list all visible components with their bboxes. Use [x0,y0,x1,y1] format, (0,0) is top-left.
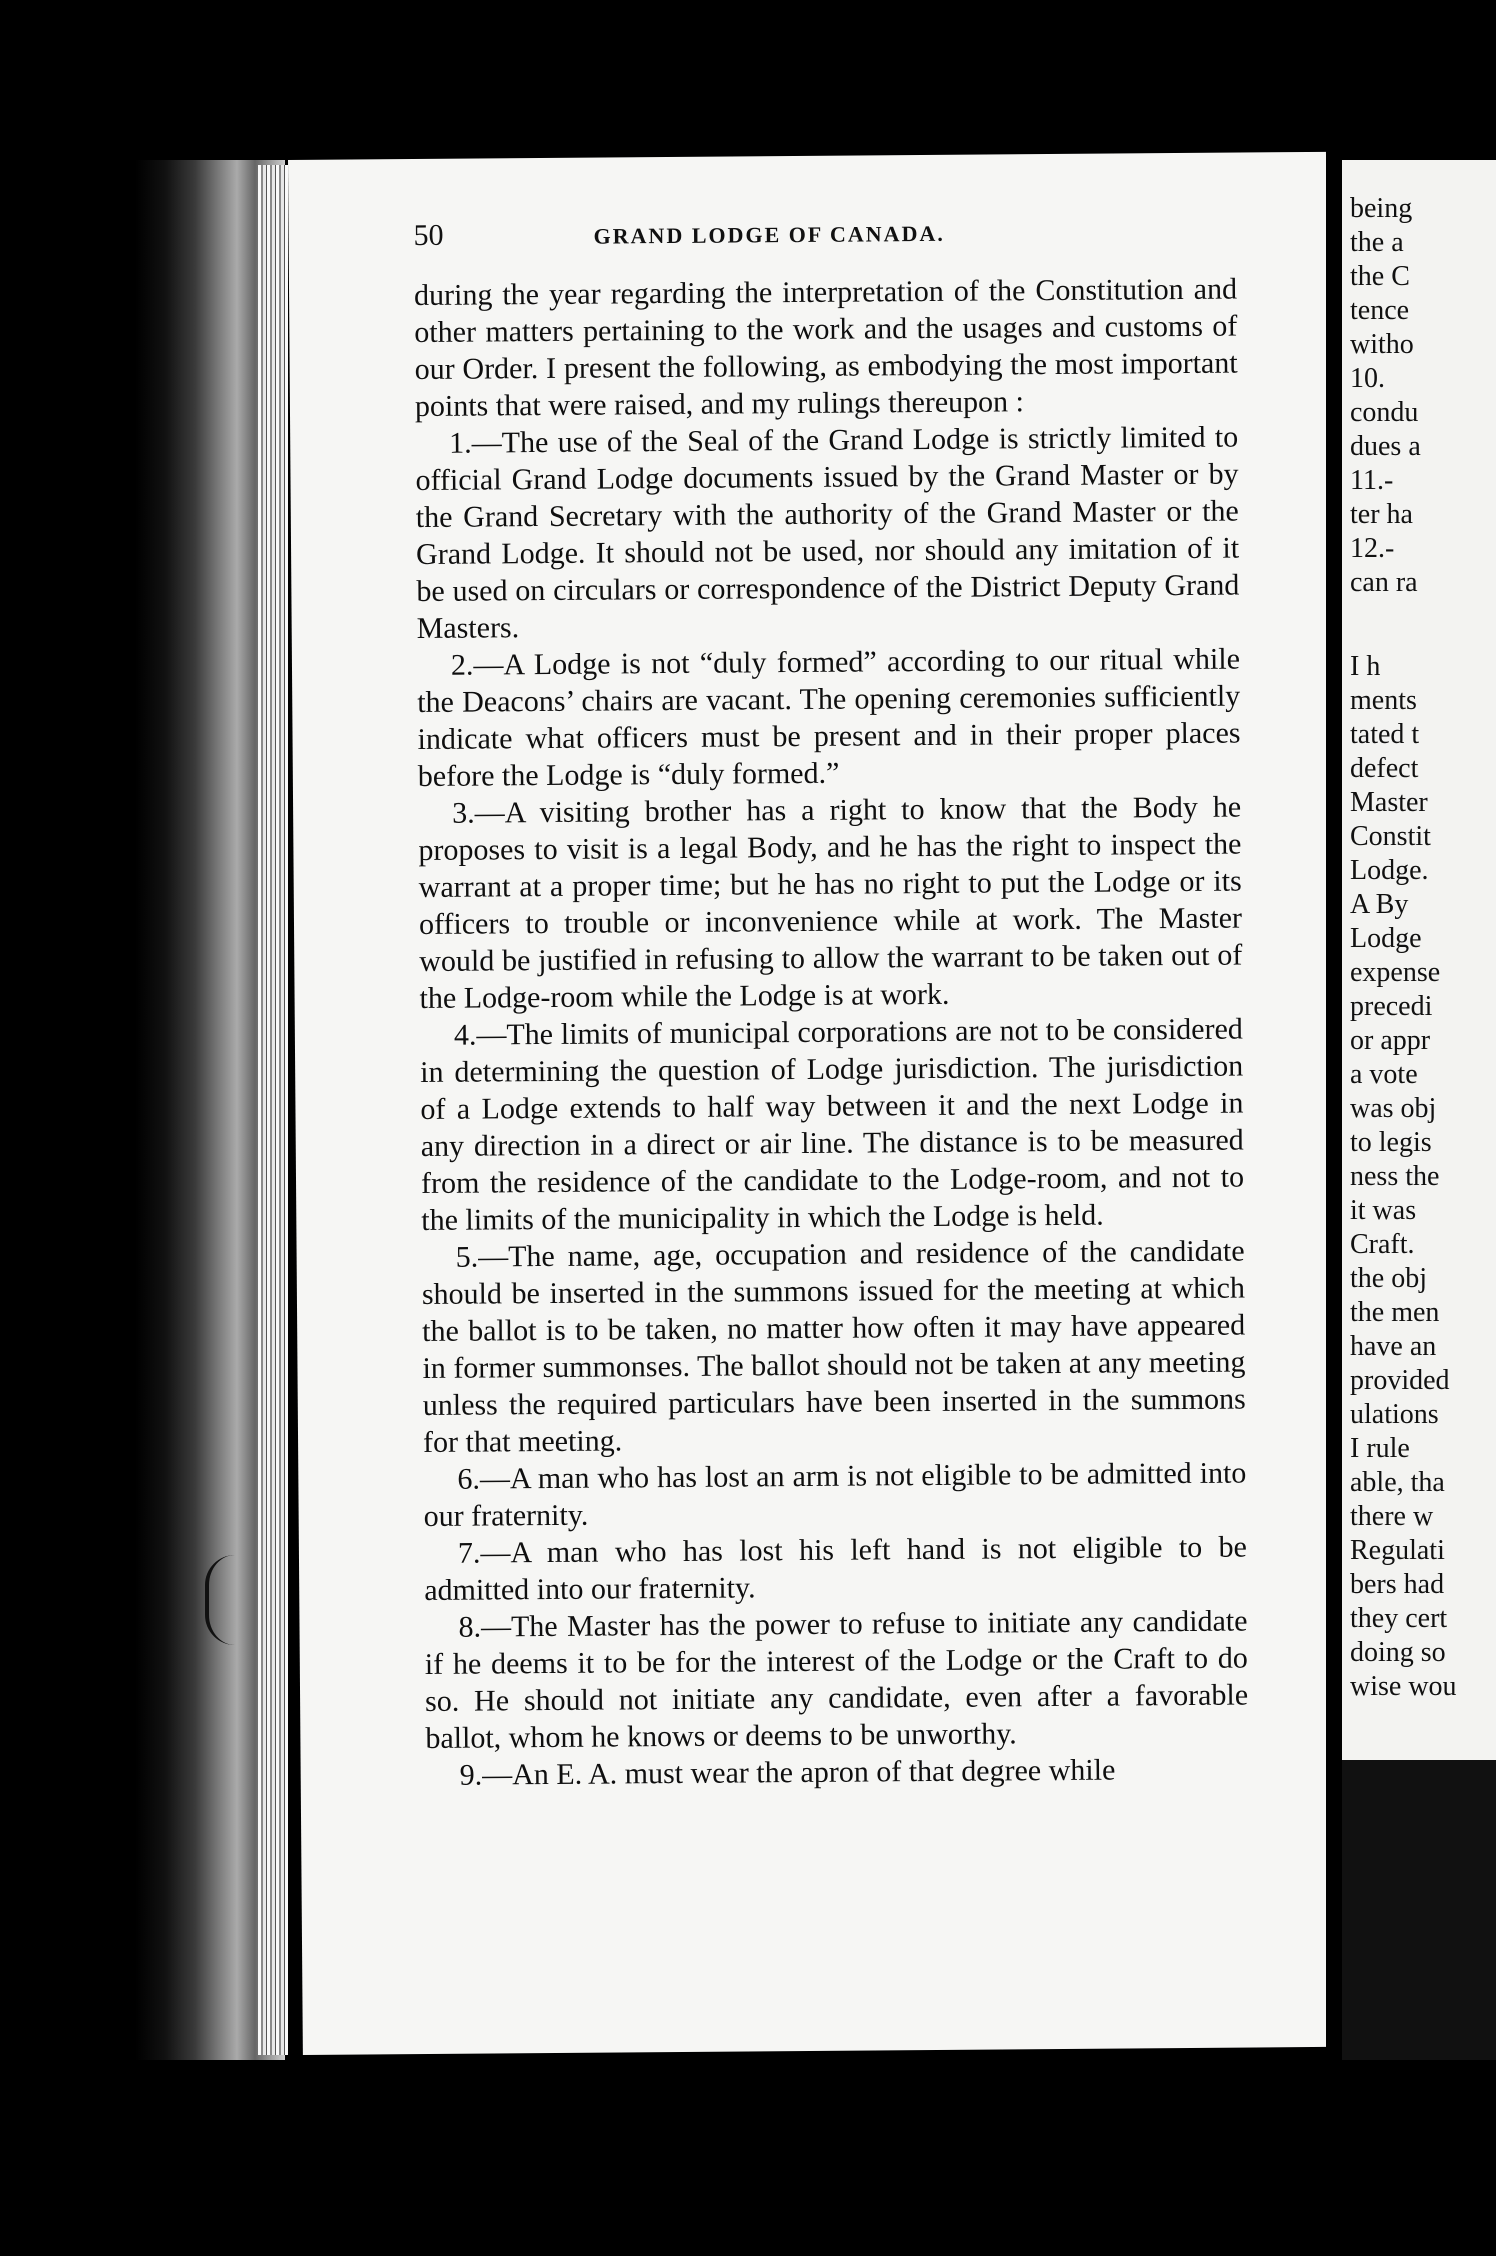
facing-page-line: was obj [1350,1093,1437,1124]
facing-page-line: Constit [1350,821,1431,852]
facing-page-line: 12.- [1350,533,1395,564]
facing-page-line: condu [1350,397,1419,428]
facing-page-line: tated t [1350,719,1420,750]
facing-page-line: tence [1350,295,1410,326]
ruling-2: 2.—A Lodge is not “duly formed” according to our ritual while the Deacons’ chairs are vacant. The opening ceremonies sufficiently indicate what officers must be present and in their proper places before the Lodge is “duly formed.” [417,642,1241,793]
page-number: 50 [413,218,444,253]
facing-page-line: there w [1350,1501,1434,1532]
page-edges [258,165,288,2055]
facing-page-line: the men [1350,1297,1440,1328]
facing-page-line: 11.- [1350,465,1394,496]
facing-page-line: A By [1350,889,1409,920]
facing-page-line: wise wou [1350,1671,1457,1702]
page-header [413,212,1273,259]
facing-page-line: have an [1350,1331,1437,1362]
gutter-shadow [1326,155,1342,2060]
facing-page-line: can ra [1350,567,1418,598]
facing-page-line: they cert [1350,1603,1448,1634]
facing-page-line: doing so [1350,1637,1446,1668]
facing-page-line: ter ha [1350,499,1413,530]
paragraph-intro: during the year regarding the interpretation of the Constitution and other matters pertaining to the work and the usages and customs of our Order. I present the following, as embodying the most important points that were raised, and my rulings thereupon : [413,272,1238,424]
facing-page-line: Master [1350,787,1428,818]
ruling-9: 9.—An E. A. must wear the apron of that degree while [459,1753,1116,1792]
facing-page-line: a vote [1350,1059,1418,1090]
running-title: GRAND LODGE OF CANADA. [593,220,945,249]
ruling-3: 3.—A visiting brother has a right to know that the Body he proposes to visit is a legal Body, and he has the right to inspect the warrant at a proper time; but he has no right to put the Lodge or its officers to trouble or inconvenience while at work. The Master would be justified in refusing to allow the warrant to be taken out of the Lodge-room while the Lodge is at work. [418,790,1243,1015]
facing-page-line: the a [1350,227,1404,258]
ruling-7: 7.—A man who has lost his left hand is not eligible to be admitted into our fraternity. [424,1530,1248,1607]
facing-page-line: witho [1350,329,1414,360]
facing-page-line: 10. [1350,363,1385,394]
facing-page-line: able, tha [1350,1467,1445,1498]
facing-page-line: ments [1350,685,1417,716]
facing-page-line: being [1350,193,1413,224]
facing-page-line: provided [1350,1365,1450,1396]
facing-page-line: expense [1350,957,1441,988]
facing-page-line: I h [1350,651,1381,682]
facing-page-line: it was [1350,1195,1417,1226]
facing-page-line: precedi [1350,991,1433,1022]
facing-page-shadow [1342,1760,1496,2060]
ruling-8: 8.—The Master has the power to refuse to initiate any candidate if he deems it to be for the interest of the Lodge or the Craft to do so. He should not initiate any candidate, even after a favorable ballot, whom he knows or deems to be unworthy. [424,1604,1249,1755]
facing-page-text [1350,192,1496,1704]
facing-page-line: bers had [1350,1569,1445,1600]
facing-page [1342,160,1496,1760]
facing-page-line: Regulati [1350,1535,1445,1566]
facing-page-line: Lodge. [1350,855,1429,886]
facing-page-line: ness the [1350,1161,1440,1192]
page-body [414,271,1249,1794]
facing-page-line: the C [1350,261,1410,292]
margin-mark [205,1555,239,1645]
facing-page-line: ulations [1350,1399,1439,1430]
ruling-5: 5.—The name, age, occupation and residence of the candidate should be inserted in the summons issued for the meeting at which the ballot is to be taken, no matter how often it may have appeared in former summonses. The ballot should not be taken at any meeting unless the required particulars have been inserted in the summons for that meeting. [421,1234,1246,1459]
facing-page-line: I rule [1350,1433,1410,1464]
facing-page-line: Craft. [1350,1229,1415,1260]
ruling-1: 1.—The use of the Seal of the Grand Lodge is strictly limited to official Grand Lodge documents issued by the Grand Master or by the Grand Secretary with the authority of the Grand Master or the Grand Lodge. It should not be used, nor should any imitation of it be used on circulars or correspondence of the District Deputy Grand Masters. [415,420,1240,646]
ruling-4: 4.—The limits of municipal corporations are not to be considered in determining the question of Lodge jurisdiction. The jurisdiction of a Lodge extends to half way between it and the next Lodge in any direction in a direct or air line. The distance is to be measured from the residence of the candidate to the Lodge-room, and not to the limits of the municipality in which the Lodge is held. [420,1012,1245,1237]
facing-page-line: or appr [1350,1025,1431,1056]
facing-page-line: defect [1350,753,1419,784]
facing-page-line: to legis [1350,1127,1432,1158]
facing-page-line: the obj [1350,1263,1427,1294]
facing-page-line [1350,600,1496,650]
ruling-6: 6.—A man who has lost an arm is not eligible to be admitted into our fraternity. [423,1456,1247,1533]
facing-page-line: Lodge [1350,923,1422,954]
left-page [288,152,1341,2055]
facing-page-line: dues a [1350,431,1421,462]
